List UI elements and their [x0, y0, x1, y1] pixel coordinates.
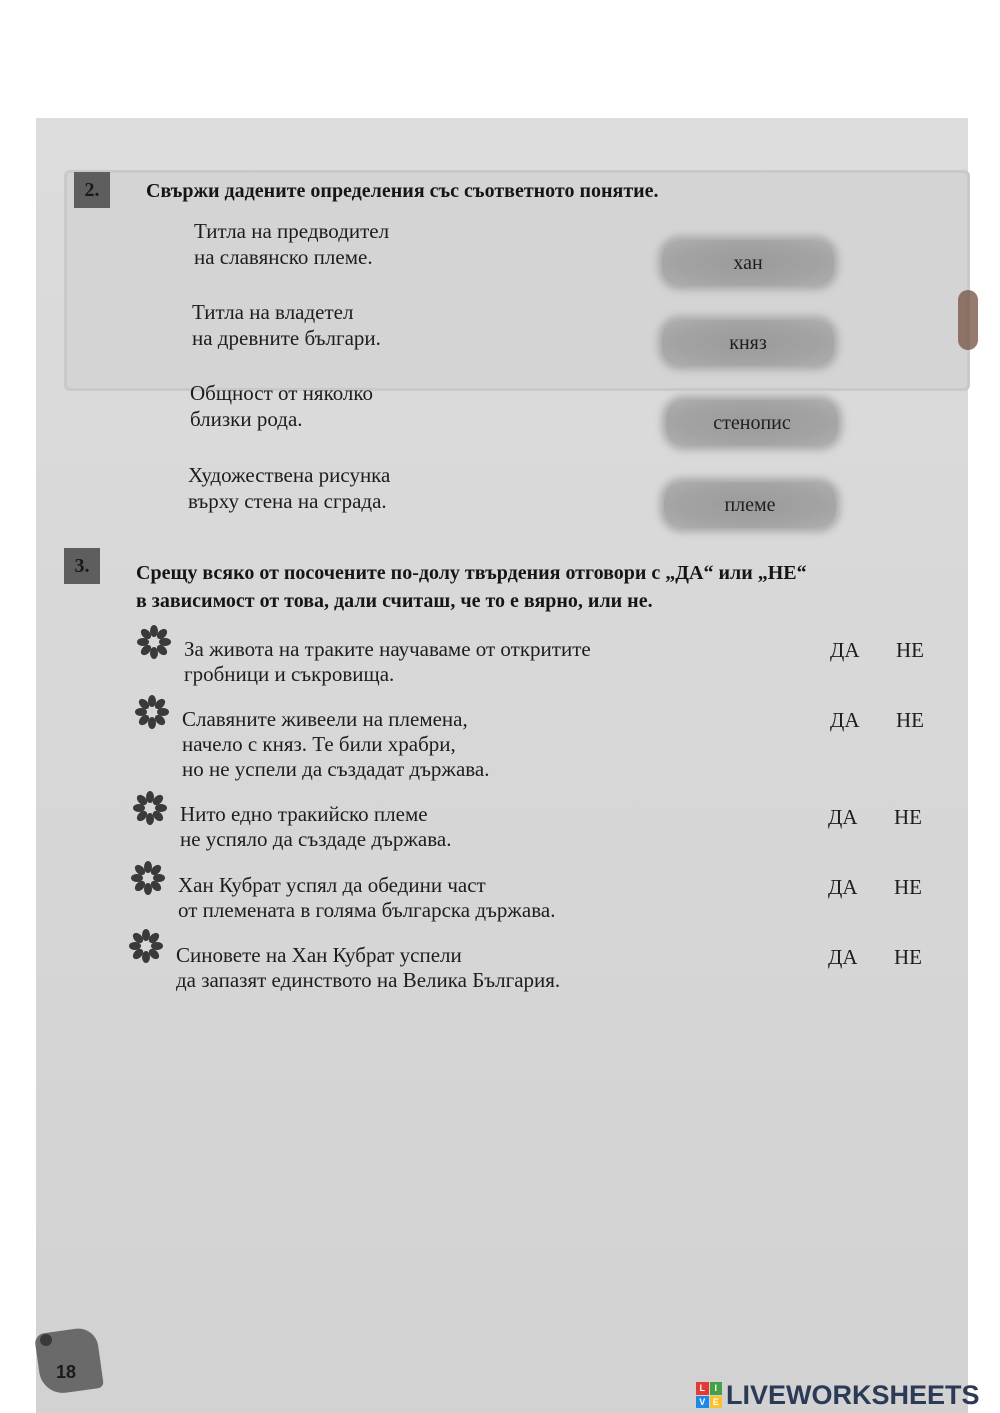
statement-4-line-1: Хан Кубрат успял да обедини част — [178, 873, 486, 897]
definition-3-line-2: близки рода. — [190, 407, 303, 431]
liveworksheets-brand — [696, 1381, 980, 1409]
page-corner-dot — [40, 1334, 52, 1346]
term-pleme[interactable]: племе — [664, 482, 836, 528]
statement-1 — [184, 637, 591, 687]
statement-5-line-1: Синовете на Хан Кубрат успели — [176, 943, 462, 967]
exercise-3-instruction-line-1: Срещу всяко от посочените по-долу твърдения отговори с „ДА“ или „НЕ“ — [136, 562, 807, 584]
statement-3 — [180, 802, 451, 852]
statement-5-line-2: да запазят единството на Велика България. — [176, 968, 561, 992]
statement-2-line-2: начело с княз. Те били храбри, — [182, 732, 456, 756]
definition-3-line-1: Общност от няколко — [190, 381, 374, 405]
logo-letter-l: L — [696, 1382, 709, 1395]
statement-2 — [182, 707, 489, 782]
exercise-2-number: 2. — [74, 172, 110, 208]
definition-4 — [188, 462, 390, 514]
finger-shadow — [958, 290, 978, 350]
term-stenopis[interactable]: стенопис — [666, 400, 838, 446]
logo-letter-i: I — [710, 1382, 723, 1395]
exercise-3-instruction-line-2: в зависимост от това, дали считаш, че то е вярно, или не. — [136, 590, 653, 612]
statement-4-no[interactable]: НЕ — [894, 875, 922, 899]
statement-3-line-2: не успяло да създаде държава. — [180, 827, 452, 851]
statement-4 — [178, 873, 555, 923]
flower-bullet-icon — [130, 860, 166, 896]
page-number: 18 — [56, 1362, 77, 1382]
definition-2-line-2: на древните българи. — [192, 326, 381, 350]
flower-bullet-icon — [134, 694, 170, 730]
term-han[interactable]: хан — [662, 240, 834, 286]
flower-bullet-icon — [132, 790, 168, 826]
definition-2-line-1: Титла на владетел — [192, 300, 354, 324]
definition-2 — [192, 299, 381, 351]
statement-3-yes[interactable]: ДА — [828, 805, 858, 829]
statement-2-line-1: Славяните живеели на племена, — [182, 707, 468, 731]
statement-1-yes[interactable]: ДА — [830, 638, 860, 662]
liveworksheets-logo-icon — [696, 1382, 722, 1408]
statement-4-yes[interactable]: ДА — [828, 875, 858, 899]
statement-3-line-1: Нито едно тракийско племе — [180, 802, 428, 826]
definition-3 — [190, 380, 373, 432]
brand-text: LIVEWORKSHEETS — [726, 1379, 980, 1410]
statement-4-line-2: от племената в голяма българска държава. — [178, 898, 556, 922]
statement-5 — [176, 943, 560, 993]
statement-1-no[interactable]: НЕ — [896, 638, 924, 662]
flower-bullet-icon — [128, 928, 164, 964]
statement-2-line-3: но не успели да създадат държава. — [182, 757, 490, 781]
logo-letter-e: E — [710, 1396, 723, 1409]
statement-1-line-1: За живота на траките научаваме от откритите — [184, 637, 591, 661]
bleed-through-box — [64, 170, 970, 391]
definition-1-line-1: Титла на предводител — [194, 219, 390, 243]
term-knyaz[interactable]: княз — [662, 320, 834, 366]
definition-1 — [194, 218, 389, 270]
statement-3-no[interactable]: НЕ — [894, 805, 922, 829]
statement-2-yes[interactable]: ДА — [830, 708, 860, 732]
exercise-3-number: 3. — [64, 548, 100, 584]
statement-1-line-2: гробници и съкровища. — [184, 662, 395, 686]
definition-4-line-1: Художествена рисунка — [188, 463, 391, 487]
definition-1-line-2: на славянско племе. — [194, 245, 373, 269]
statement-2-no[interactable]: НЕ — [896, 708, 924, 732]
statement-5-no[interactable]: НЕ — [894, 945, 922, 969]
flower-bullet-icon — [136, 624, 172, 660]
logo-letter-v: V — [696, 1396, 709, 1409]
exercise-2-instruction: Свържи дадените определения със съответното понятие. — [146, 180, 659, 202]
definition-4-line-2: върху стена на сграда. — [188, 489, 387, 513]
statement-5-yes[interactable]: ДА — [828, 945, 858, 969]
